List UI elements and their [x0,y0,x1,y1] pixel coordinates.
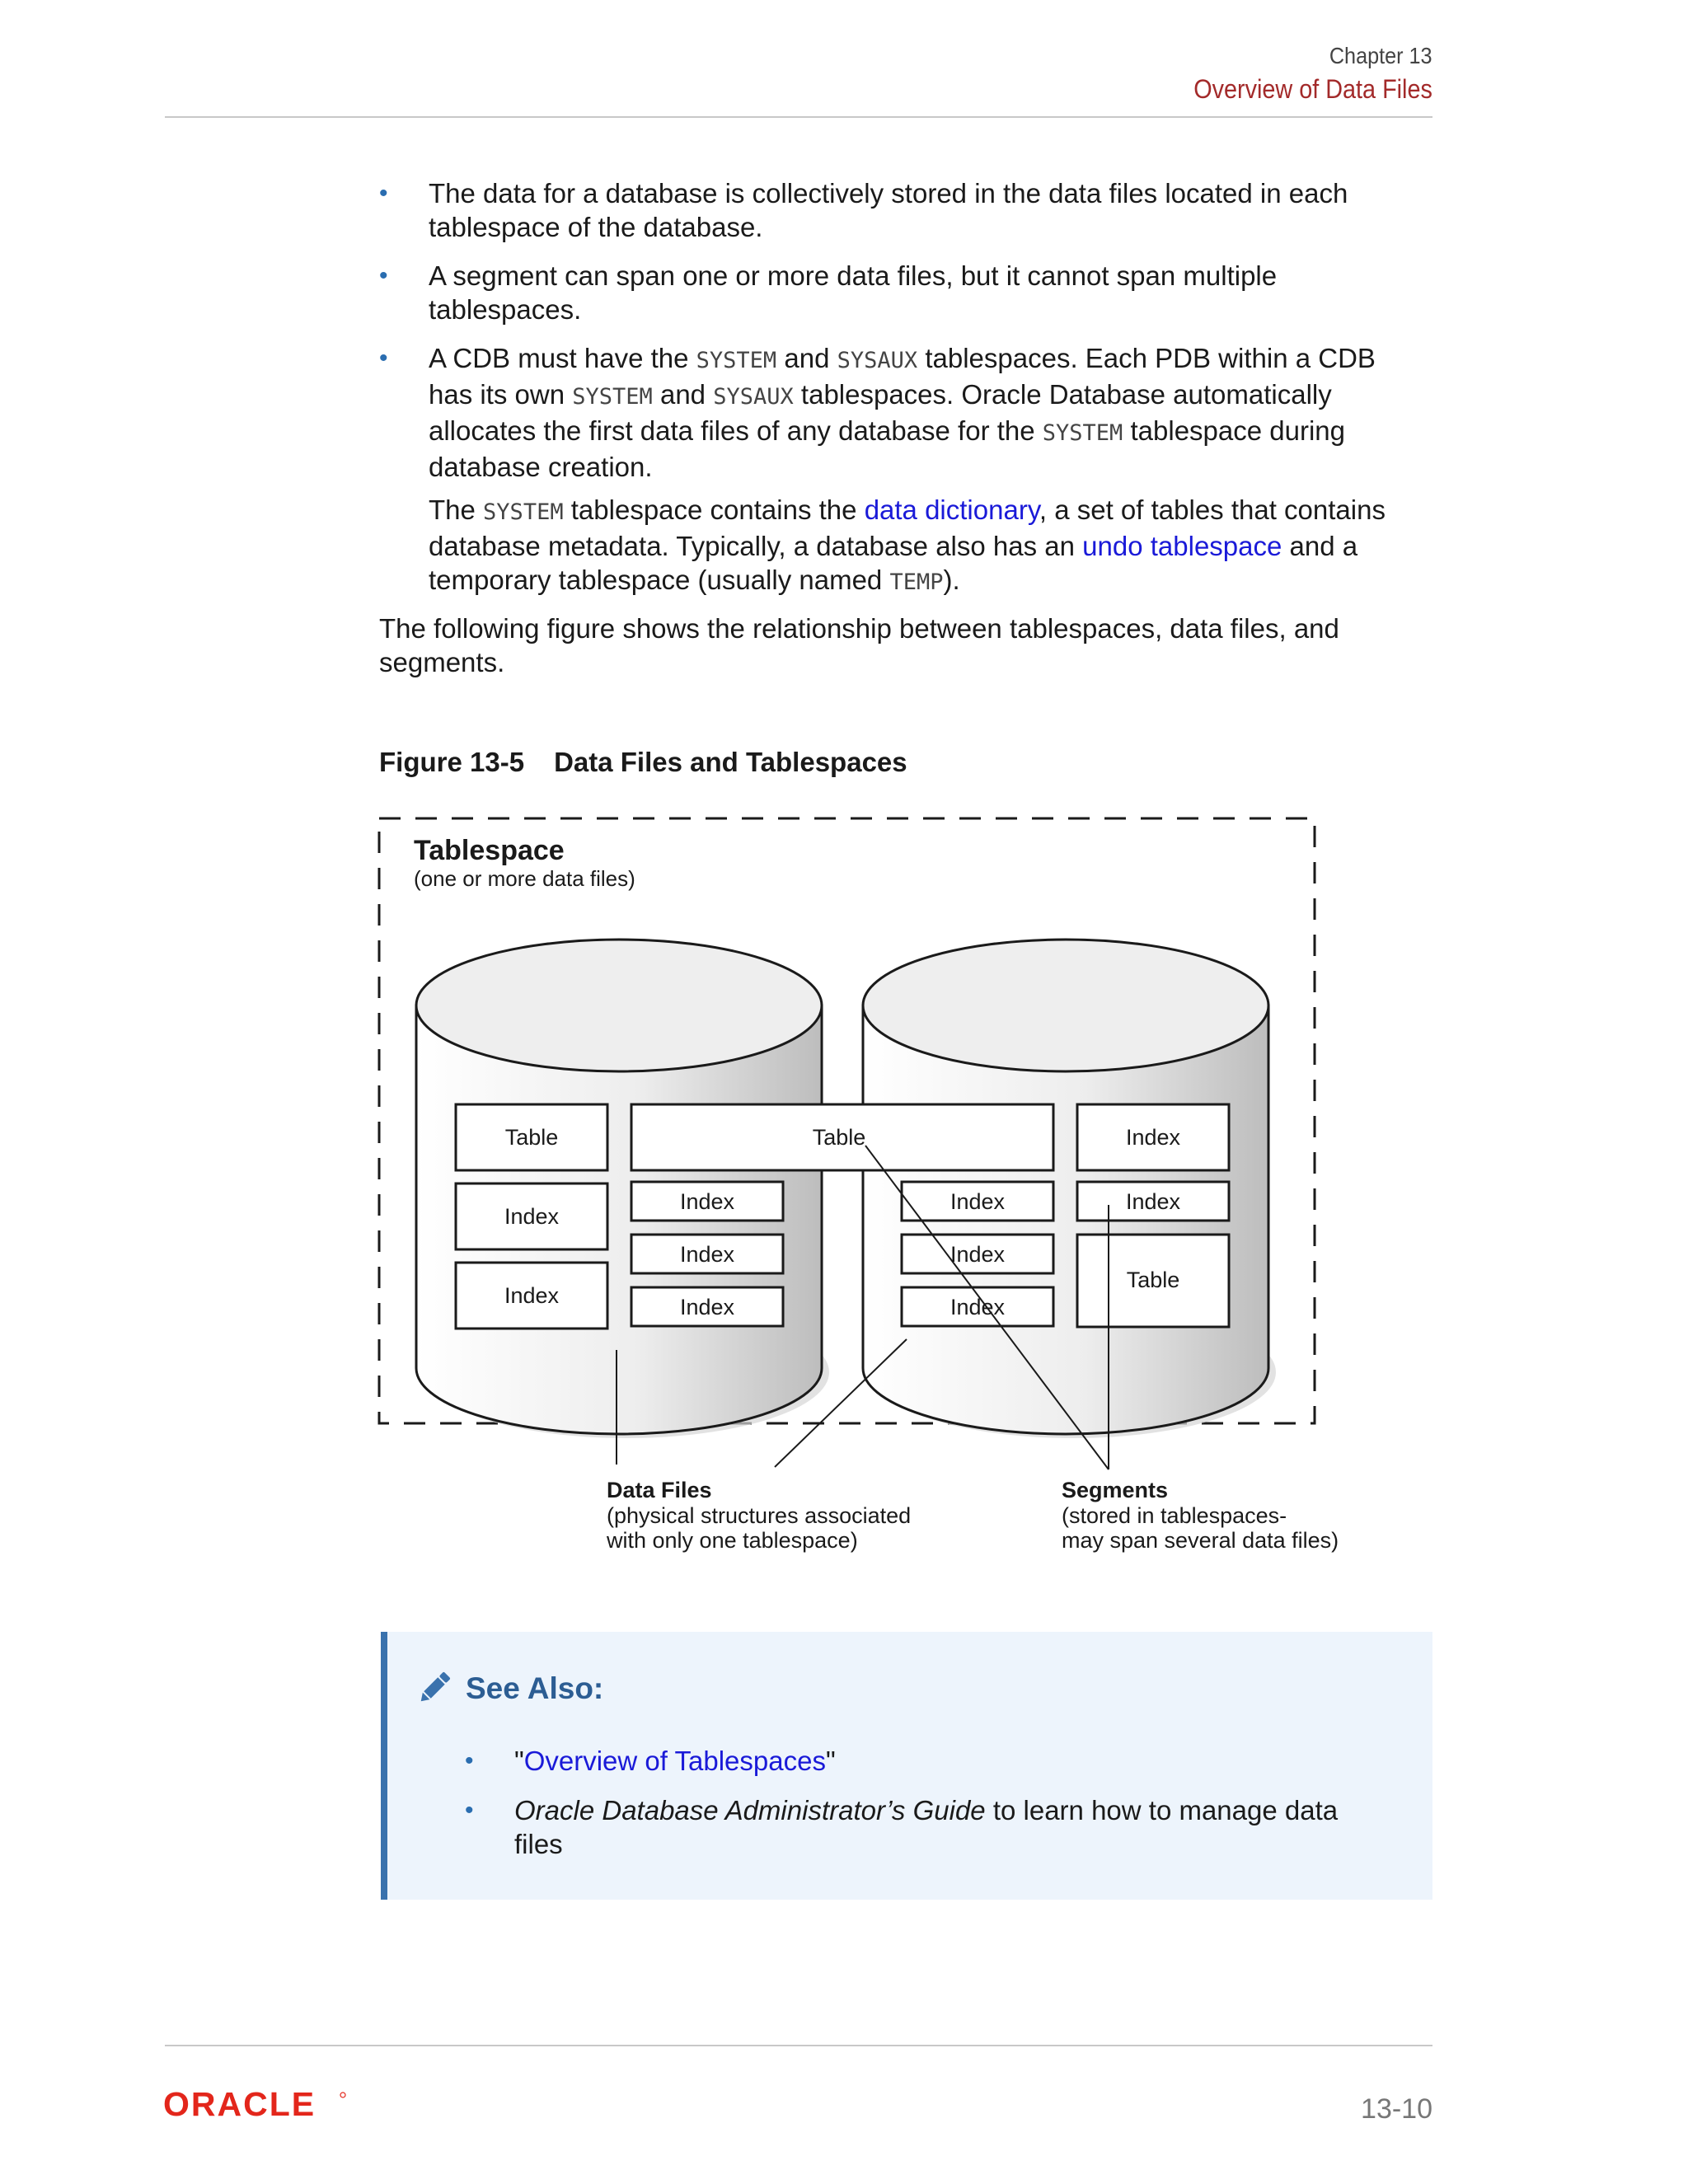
code-term: SYSTEM [696,348,777,373]
bullet-item [379,259,1409,326]
code-term: SYSAUX [837,348,918,373]
segment-label: Index [679,1242,735,1267]
tablespace-diagram [363,804,1385,1562]
sub-paragraph-text: The SYSTEM tablespace contains the data dictionary, a set of tables that contains database metadata. Typically, a database also has an undo tablespace and a temporary tablespace (usually named TEMP). [429,494,1386,595]
see-also-item [465,1793,1388,1861]
tablespace-label: Tablespace [414,835,565,866]
bullet-text: The data for a database is collectively stored in the data files located in each tablespace of the database. [429,178,1348,242]
segments-callout-title: Segments [1062,1478,1169,1502]
datafiles-callout-line2: with only one tablespace) [607,1528,858,1553]
bullet-item [379,176,1409,244]
bullet-dot: • [379,180,388,207]
overview-of-tablespaces-link[interactable]: Overview of Tablespaces [523,1746,826,1776]
segment-label: Table [1126,1268,1180,1292]
sub-paragraph [429,493,1409,599]
bullet-text: A segment can span one or more data files, but it cannot span multiple tablespaces. [429,260,1278,325]
code-term: TEMP [889,569,944,595]
pencil-icon [415,1668,454,1708]
oracle-logo [163,2085,353,2123]
datafiles-callout-title: Data Files [607,1478,712,1502]
segment-label: Index [1125,1189,1181,1214]
see-also-quote-close: " [825,1746,836,1776]
code-term: SYSTEM [572,384,653,410]
segment-label: Index [504,1204,560,1229]
chapter-label: Chapter 13 [1329,43,1432,68]
segment-label: Index [1125,1125,1181,1150]
figure-caption [379,747,907,778]
footer-rule [165,2045,1432,2046]
segment-label: Index [950,1295,1006,1319]
segment-label: Index [679,1189,735,1214]
segment-label: Index [950,1189,1006,1214]
segments-callout-line1: (stored in tablespaces- [1062,1503,1287,1528]
page-number: 13-10 [1361,2093,1432,2125]
code-term: SYSAUX [713,384,794,410]
intro-paragraph: The following figure shows the relationship between tablespaces, data files, and segments. [379,613,1339,677]
figure-title: Data Files and Tablespaces [554,747,907,777]
segment-label: Index [679,1295,735,1319]
bullet-dot: • [379,262,388,289]
segment-label: Index [950,1242,1006,1267]
segments-callout-line2: may span several data files) [1062,1528,1339,1553]
undo-tablespace-link[interactable]: undo tablespace [1082,531,1282,561]
see-also-item-text: to learn how to manage data files [514,1795,1339,1859]
code-term: SYSTEM [483,499,564,525]
segment-label: Table [812,1125,866,1150]
segment-label: Table [504,1125,559,1150]
segment-label: Index [504,1283,560,1308]
bullet-dot: • [465,1797,474,1824]
oracle-logo-text: ORACLE [163,2085,316,2123]
bullet-item [379,341,1409,484]
bullet-dot: • [465,1747,474,1774]
admin-guide-title: Oracle Database Administrator’s Guide [514,1795,986,1825]
tablespace-sublabel: (one or more data files) [414,866,635,891]
header-rule [165,116,1432,118]
datafiles-callout-line1: (physical structures associated [607,1503,912,1528]
figure-number: Figure 13-5 [379,747,525,777]
bullet-text: A CDB must have the SYSTEM and SYSAUX tablespaces. Each PDB within a CDB has its own SYSTEM and SYSAUX tablespaces. Oracle Database automatically allocates the first data files of any database for the SYSTEM tablespace during database creation. [429,343,1376,482]
see-also-title: See Also: [466,1671,604,1705]
section-title: Overview of Data Files [1193,74,1432,104]
see-also-item [465,1744,1388,1778]
data-dictionary-link[interactable]: data dictionary [864,494,1039,525]
code-term: SYSTEM [1042,420,1123,446]
bullet-dot: • [379,344,388,372]
see-also-quote-open: " [514,1746,524,1776]
